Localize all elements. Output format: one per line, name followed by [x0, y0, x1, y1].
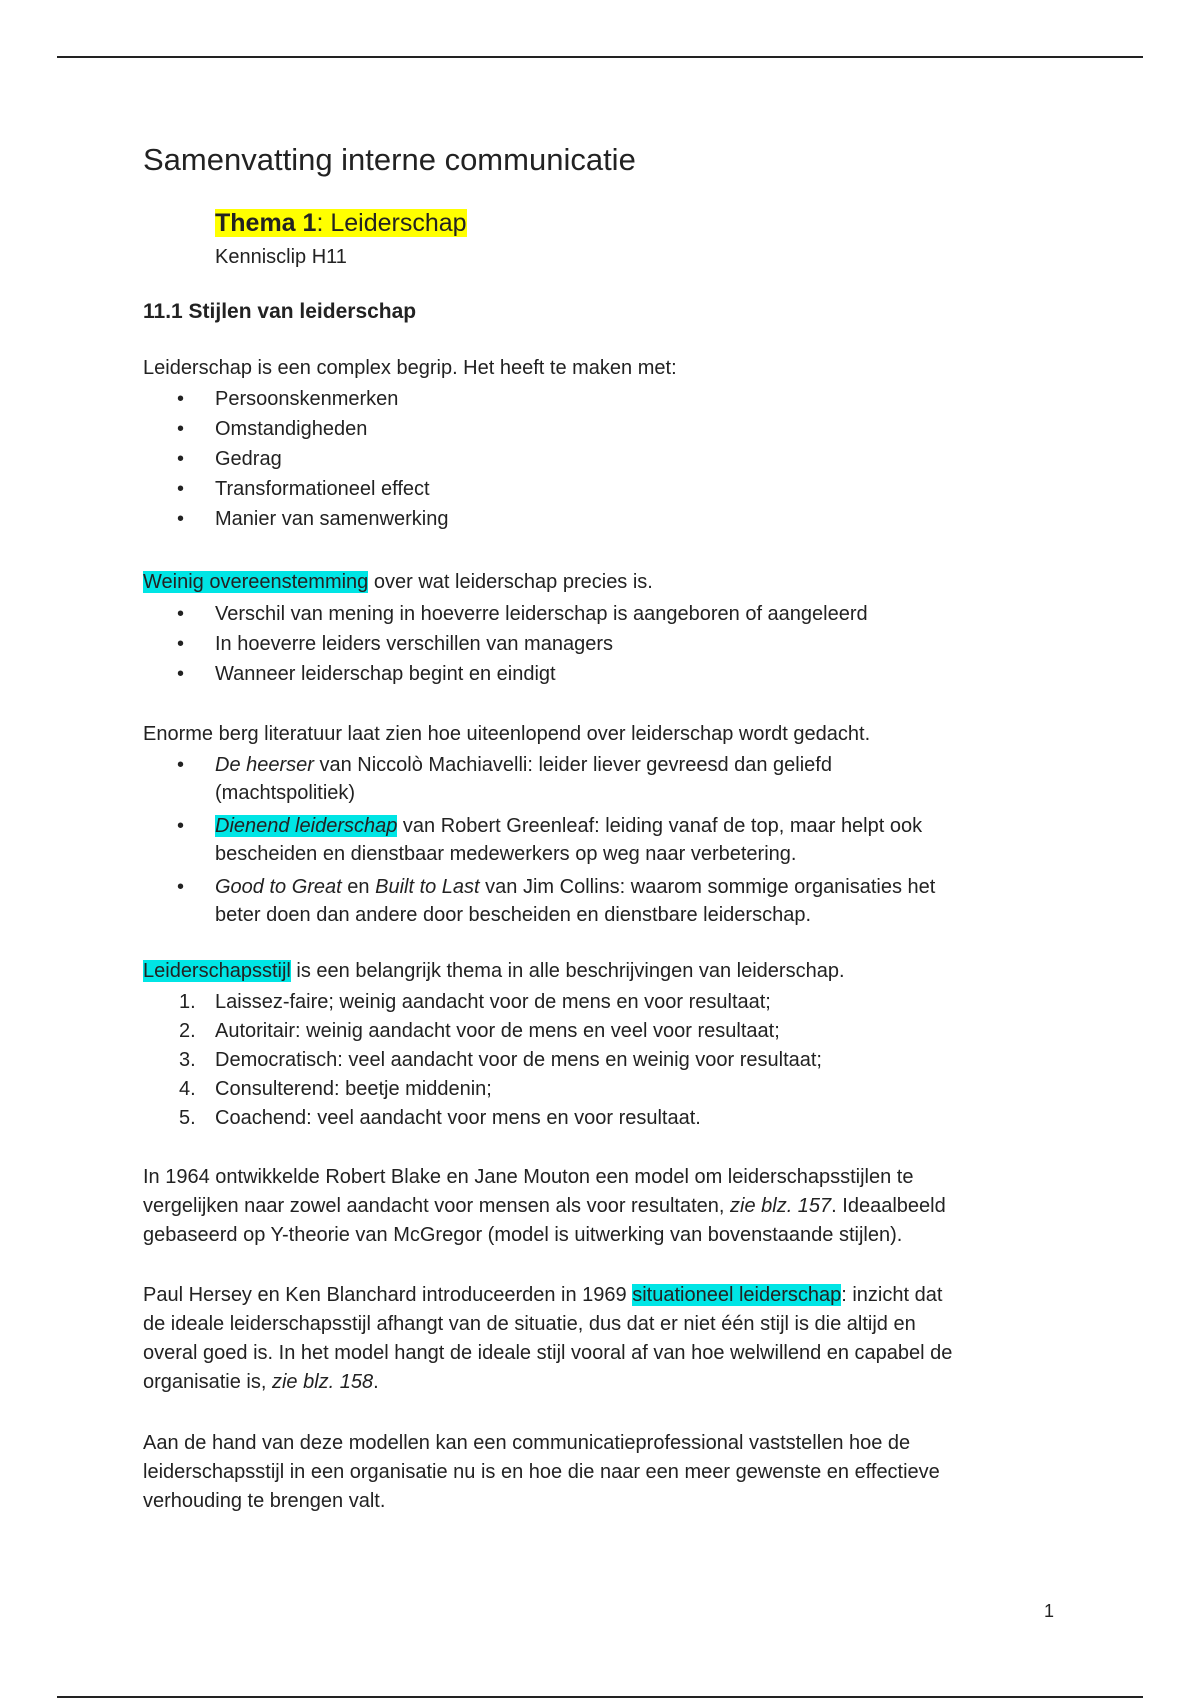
list-number: 1. — [179, 991, 196, 1013]
list-item — [143, 1104, 822, 1133]
footer-rule — [57, 1696, 1143, 1698]
section-heading: 11.1 Stijlen van leiderschap — [143, 300, 417, 323]
list-item — [143, 988, 822, 1017]
paragraph-line: vergelijken naar zowel aandacht voor mensen als voor resultaten, — [143, 1195, 730, 1217]
paragraph-line: : inzicht dat — [841, 1284, 943, 1306]
list-item-text: Laissez-faire; weinig aandacht voor de mens en voor resultaat; — [215, 991, 771, 1013]
list-item-text: beter doen dan andere door bescheiden en dienstbare leiderschap. — [215, 904, 811, 926]
list-item: • Verschil van mening in hoeverre leiderschap is aangeboren of aangeleerd — [143, 599, 868, 629]
numbered-list — [143, 988, 822, 1133]
list-number: 5. — [179, 1107, 196, 1129]
bullet-list-3 — [143, 751, 935, 929]
paragraph-7 — [143, 1429, 940, 1516]
paragraph-line: leiderschapsstijl in een organisatie nu is en hoe die naar een meer gewenste en effectieve — [143, 1461, 940, 1483]
highlight-text: Leiderschapsstijl — [143, 960, 291, 982]
list-item-text: Democratisch: veel aandacht voor de mens en weinig voor resultaat; — [215, 1049, 822, 1071]
page-reference: zie blz. 157 — [730, 1195, 832, 1217]
list-item: • Transformationeel effect — [143, 474, 448, 504]
paragraph-2-text: over wat leiderschap precies is. — [368, 571, 653, 593]
list-item-text: Coachend: veel aandacht voor mens en voor resultaat. — [215, 1107, 701, 1129]
paragraph-line: In 1964 ontwikkelde Robert Blake en Jane Mouton een model om leiderschapsstijlen te — [143, 1166, 914, 1188]
paragraph-3: Enorme berg literatuur laat zien hoe uiteenlopend over leiderschap wordt gedacht. — [143, 723, 871, 745]
list-number: 2. — [179, 1020, 196, 1042]
theme-rest: : Leiderschap — [316, 209, 467, 237]
list-item-text: (machtspolitiek) — [215, 782, 356, 804]
header-rule — [57, 56, 1143, 58]
page-number: 1 — [1044, 1601, 1055, 1621]
bullet-list-1 — [143, 384, 448, 534]
list-item-text: en — [341, 876, 376, 898]
list-item — [143, 873, 935, 929]
paragraph-line: verhouding te brengen valt. — [143, 1490, 386, 1512]
page-reference: zie blz. 158 — [271, 1371, 374, 1393]
highlight-text: Weinig overeenstemming — [143, 571, 369, 593]
book-title: Good to Great — [215, 876, 342, 898]
paragraph-5 — [143, 1163, 946, 1250]
book-title: Built to Last — [375, 876, 480, 898]
highlight-text: situationeel leiderschap — [632, 1284, 842, 1306]
list-number: 3. — [179, 1049, 196, 1071]
list-item: • Manier van samenwerking — [143, 504, 448, 534]
document-title: Samenvatting interne communicatie — [143, 142, 636, 177]
kennisclip-label: Kennisclip H11 — [215, 246, 347, 268]
paragraph-line: Aan de hand van deze modellen kan een communicatieprofessional vaststellen hoe de — [143, 1432, 911, 1454]
paragraph-line: gebaseerd op Y-theorie van McGregor (model is uitwerking van bovenstaande stijlen). — [143, 1224, 903, 1246]
list-item-text: van Jim Collins: waarom sommige organisaties het — [479, 876, 936, 898]
list-item: • Persoonskenmerken — [143, 384, 448, 414]
list-item — [143, 1046, 822, 1075]
list-item-text: van Niccolò Machiavelli: leider liever gevreesd dan geliefd — [313, 754, 832, 776]
theme-label: Thema 1 — [215, 209, 317, 237]
paragraph-line: . Ideaalbeeld — [831, 1195, 946, 1217]
list-item-text: Autoritair: weinig aandacht voor de mens en veel voor resultaat; — [215, 1020, 780, 1042]
list-item — [143, 751, 935, 807]
paragraph-1: Leiderschap is een complex begrip. Het heeft te maken met: — [143, 357, 677, 379]
paragraph-line: overal goed is. In het model hangt de ideale stijl vooral af van hoe welwillend en capabel de — [143, 1342, 953, 1364]
list-item — [143, 812, 935, 868]
paragraph-4 — [143, 957, 845, 986]
paragraph-2 — [143, 568, 653, 597]
list-item-text: van Robert Greenleaf: leiding vanaf de top, maar helpt ook — [397, 815, 923, 837]
book-title-highlight: Dienend leiderschap — [215, 815, 398, 837]
theme-heading — [215, 209, 467, 238]
list-item: • In hoeverre leiders verschillen van managers — [143, 629, 868, 659]
list-item-text: Consulterend: beetje middenin; — [215, 1078, 492, 1100]
paragraph-4-text: is een belangrijk thema in alle beschrijvingen van leiderschap. — [290, 960, 845, 982]
paragraph-line: Paul Hersey en Ken Blanchard introduceerden in 1969 — [143, 1284, 633, 1306]
paragraph-line: de ideale leiderschapsstijl afhangt van de situatie, dus dat er niet één stijl is die altijd en — [143, 1313, 916, 1335]
book-title: De heerser — [215, 754, 314, 776]
paragraph-6 — [143, 1281, 952, 1397]
list-item: • Gedrag — [143, 444, 448, 474]
list-item: • Omstandigheden — [143, 414, 448, 444]
list-item: • Wanneer leiderschap begint en eindigt — [143, 659, 868, 689]
list-item-text: bescheiden en dienstbaar medewerkers op weg naar verbetering. — [215, 843, 797, 865]
list-item — [143, 1075, 822, 1104]
paragraph-line: . — [373, 1371, 379, 1393]
list-number: 4. — [179, 1078, 196, 1100]
paragraph-line: organisatie is, — [143, 1371, 272, 1393]
list-item — [143, 1017, 822, 1046]
bullet-list-2 — [143, 599, 868, 689]
